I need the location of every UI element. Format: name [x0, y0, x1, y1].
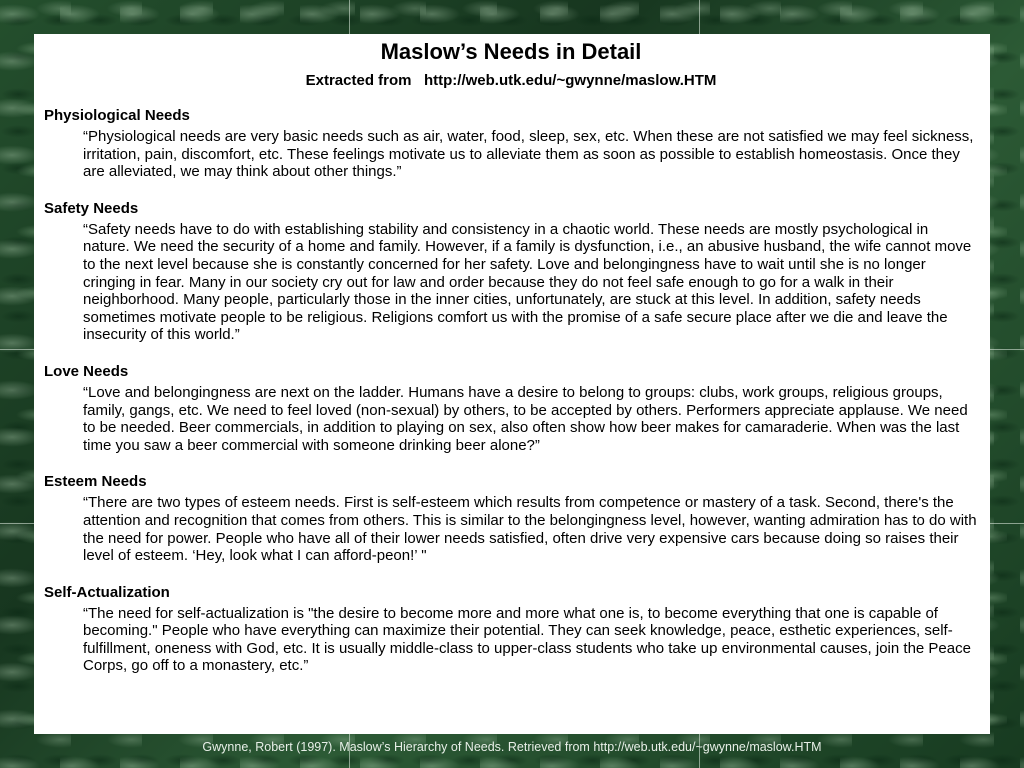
section-heading: Love Needs	[44, 362, 129, 380]
needs-list	[44, 106, 978, 675]
section-physiological-needs	[44, 106, 978, 181]
section-love-needs	[44, 362, 978, 454]
section-text: “The need for self-actualization is "the desire to become more and more what one is, to become everything that one is capable of becoming." People who have everything can maximize their potential. They can seek knowledge, peace, esthetic experiences, self-fulfillment, oneness with God, etc. It is usually middle-class to upper-class students who take up environmental causes, join the Peace Corps, go off to a monastery, etc.”	[83, 604, 971, 675]
citation-footer: Gwynne, Robert (1997). Maslow’s Hierarchy of Needs. Retrieved from http://web.utk.edu/~gwynne/maslow.HTM	[202, 740, 822, 754]
section-heading: Self-Actualization	[44, 583, 170, 601]
section-esteem-needs	[44, 472, 978, 564]
content-panel	[34, 34, 990, 734]
section-safety-needs	[44, 199, 978, 344]
section-text: “Safety needs have to do with establishing stability and consistency in a chaotic world. These needs are mostly psychological in nature. We need the security of a home and family. However, if a family is dysfunction, i.e., an abusive husband, the wife cannot move to the next level because she is constantly concerned for her safety. Love and belongingness have to wait until she is no longer cringing in fear. Many in our society cry out for law and order because they do not feel safe enough to go for a walk in their neighborhood. Many people, particularly those in the inner cities, unfortunately, are stuck at this level. In addition, safety needs sometimes motivate people to be religious. Religions comfort us with the promise of a safe secure place after we die and leave the insecurity of this world.”	[83, 220, 972, 344]
section-text: “Physiological needs are very basic needs such as air, water, food, sleep, sex, etc. When these are not satisfied we may feel sickness, irritation, pain, discomfort, etc. These feelings motivate us to alleviate them as soon as possible to establish homeostasis. Once they are alleviated, we may think about other things.”	[83, 128, 974, 181]
section-text: “Love and belongingness are next on the ladder. Humans have a desire to belong to groups: clubs, work groups, religious groups, family, gangs, etc. We need to feel loved (non-sexual) by others, to be accepted by others. Performers appreciate applause. We need to be needed. Beer commercials, in addition to playing on sex, also often show how beer makes for camaraderie. When was the last time you saw a beer commercial with someone drinking beer alone?”	[83, 383, 968, 454]
section-text: “There are two types of esteem needs. First is self-esteem which results from competence or mastery of a task. Second, there's the attention and recognition that comes from others. This is similar to the belongingness level, however, wanting admiration has to do with the need for power. People who have all of their lower needs satisfied, often drive very expensive cars because doing so raises their level of esteem. ‘Hey, look what I can afford-peon!’ "	[83, 494, 977, 565]
section-heading: Esteem Needs	[44, 473, 147, 491]
section-heading: Safety Needs	[44, 199, 139, 217]
section-self-actualization	[44, 583, 978, 675]
section-heading: Physiological Needs	[44, 107, 190, 124]
source-subtitle: Extracted from http://web.utk.edu/~gwynne/maslow.HTM	[305, 72, 717, 89]
page-title: Maslow’s Needs in Detail	[380, 39, 642, 64]
